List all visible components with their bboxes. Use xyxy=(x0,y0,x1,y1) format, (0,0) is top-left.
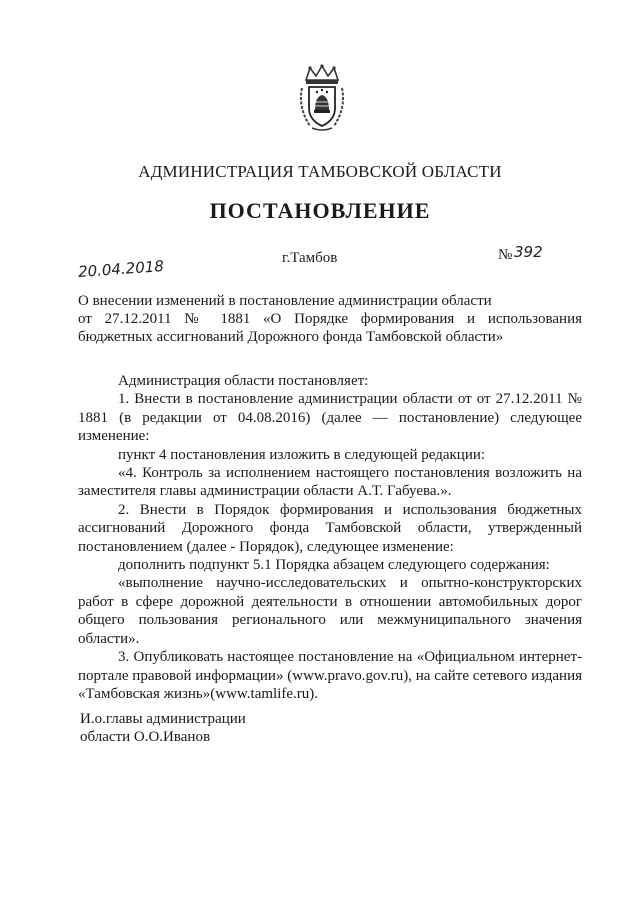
document-number-label: № xyxy=(498,247,513,263)
body-paragraph: «выполнение научно-исследовательских и опытно-конструкторских работ в сфере дорожной деятельности в отношении автомобильных дорог общего пользования регионального или межмуниципального значения области». xyxy=(78,575,582,647)
body-paragraph: пункт 4 постановления изложить в следующей редакции: xyxy=(118,446,486,463)
body-paragraph: 1. Внести в постановление администрации области от от 27.12.2011 № 1881 (в редакции от 04.08.2016) (далее — постановление) следующее изменение: xyxy=(78,391,582,445)
document-city: г.Тамбов xyxy=(282,250,338,266)
body-paragraph: 3. Опубликовать настоящее постановление на «Официальном интернет-портале правовой информации» (www.pravo.gov.ru), на сайте сетевого издания «Тамбовская жизнь»(www.tamlife.ru). xyxy=(78,649,582,702)
organization-name: АДМИНИСТРАЦИЯ ТАМБОВСКОЙ ОБЛАСТИ xyxy=(138,162,502,181)
tambov-coat-of-arms-icon xyxy=(296,64,348,134)
body-paragraph: «4. Контроль за исполнением настоящего постановления возложить на заместителя главы администрации области А.Т. Габуева.». xyxy=(78,465,582,500)
document-date: 20.04.2018 xyxy=(77,257,165,281)
body-paragraph: дополнить подпункт 5.1 Порядка абзацем следующего содержания: xyxy=(118,557,550,574)
signatory-name: области О.О.Иванов xyxy=(80,729,211,745)
subject-line: бюджетных ассигнований Дорожного фонда Тамбовской области» xyxy=(78,329,504,345)
signature-block xyxy=(80,710,246,746)
document-type-title: ПОСТАНОВЛЕНИЕ xyxy=(209,198,431,223)
subject-line: от 27.12.2011 № 1881 «О Порядке формирования и использования xyxy=(78,311,582,327)
body-paragraph: Администрация области постановляет: xyxy=(118,373,369,389)
document-body xyxy=(78,372,582,703)
document-number: 392 xyxy=(514,243,543,261)
body-paragraph: 2. Внести в Порядок формирования и использования бюджетных ассигнований Дорожного фонда Тамбовской области, утвержденный постановлением (далее - Порядок), следующее изменение: xyxy=(78,501,582,555)
document-subject xyxy=(78,292,582,346)
subject-line: О внесении изменений в постановление администрации области xyxy=(78,293,492,309)
signatory-position: И.о.главы администрации xyxy=(80,711,246,727)
